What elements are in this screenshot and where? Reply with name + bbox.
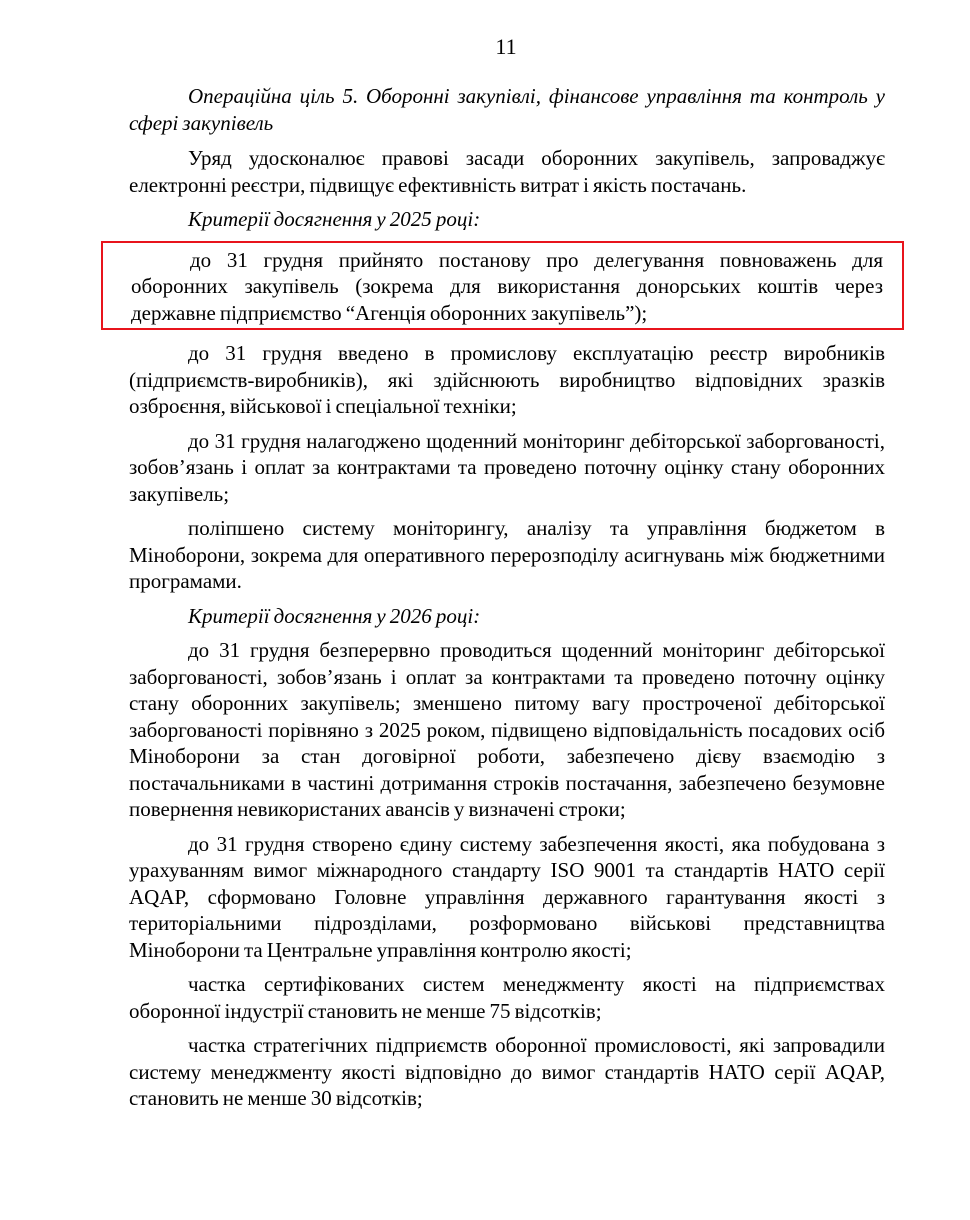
criterion-2026-item: частка сертифікованих систем менеджменту якості на підприємствах оборонної індустрії становить не менше 75 відсотків; xyxy=(129,972,885,1023)
criterion-2026-item: частка стратегічних підприємств оборонної промисловості, які запровадили систему менеджменту якості відповідно до вимог стандартів НАТО серії AQAP, становить не менше 30 відсотків; xyxy=(129,1033,885,1110)
criterion-2025-item: до 31 грудня прийнято постанову про делегування повноважень для оборонних закупівель (зокрема для використання донорських коштів через державне підприємство “Агенція оборонних закупівель”); xyxy=(131,247,883,325)
criterion-2026-item: до 31 грудня безперервно проводиться щоденний моніторинг дебіторської заборгованості, зобов’язань і оплат за контрактами та проведено поточну оцінку стану оборонних закупівель; зменшено питому вагу простроченої дебіторської заборгованості порівняно з 2025 роком, підвищено відповідальність посадових осіб Міноборони за стан договірної роботи, забезпечено дієву взаємодію з постачальниками в частині дотримання строків постачання, забезпечено безумовне повернення невикористаних авансів у визначені строки; xyxy=(129,638,885,821)
page-number: 11 xyxy=(495,34,517,59)
intro-paragraph: Уряд удосконалює правові засади оборонних закупівель, запроваджує електронні реєстри, підвищує ефективність витрат і якість постачань. xyxy=(129,146,885,197)
objective-heading: Операційна ціль 5. Оборонні закупівлі, фінансове управління та контроль у сфері закупівель xyxy=(129,84,885,135)
criterion-2025-item: поліпшено систему моніторингу, аналізу та управління бюджетом в Міноборони, зокрема для оперативного перерозподілу асигнувань між бюджетними програмами. xyxy=(129,516,885,593)
highlighted-criterion-box xyxy=(101,241,904,331)
criteria-2026-heading: Критерії досягнення у 2026 році: xyxy=(188,603,481,628)
criteria-2025-heading: Критерії досягнення у 2025 році: xyxy=(188,207,481,231)
criterion-2025-item: до 31 грудня налагоджено щоденний моніторинг дебіторської заборгованості, зобов’язань і оплат за контрактами та проведено поточну оцінку стану оборонних закупівель; xyxy=(129,428,885,506)
document-body xyxy=(129,83,885,1120)
criterion-2026-item: до 31 грудня створено єдину систему забезпечення якості, яка побудована з урахуванням вимог міжнародного стандарту ISO 9001 та стандартів НАТО серії AQAP, сформовано Головне управління державного гарантування якості з територіальними підрозділами, розформовано військові представництва Міноборони та Центральне управління контролю якості; xyxy=(129,831,885,962)
criterion-2025-item: до 31 грудня введено в промислову експлуатацію реєстр виробників (підприємств-виробників), які здійснюють виробництво відповідних зразків озброєння, військової і спеціальної техніки; xyxy=(129,341,885,418)
